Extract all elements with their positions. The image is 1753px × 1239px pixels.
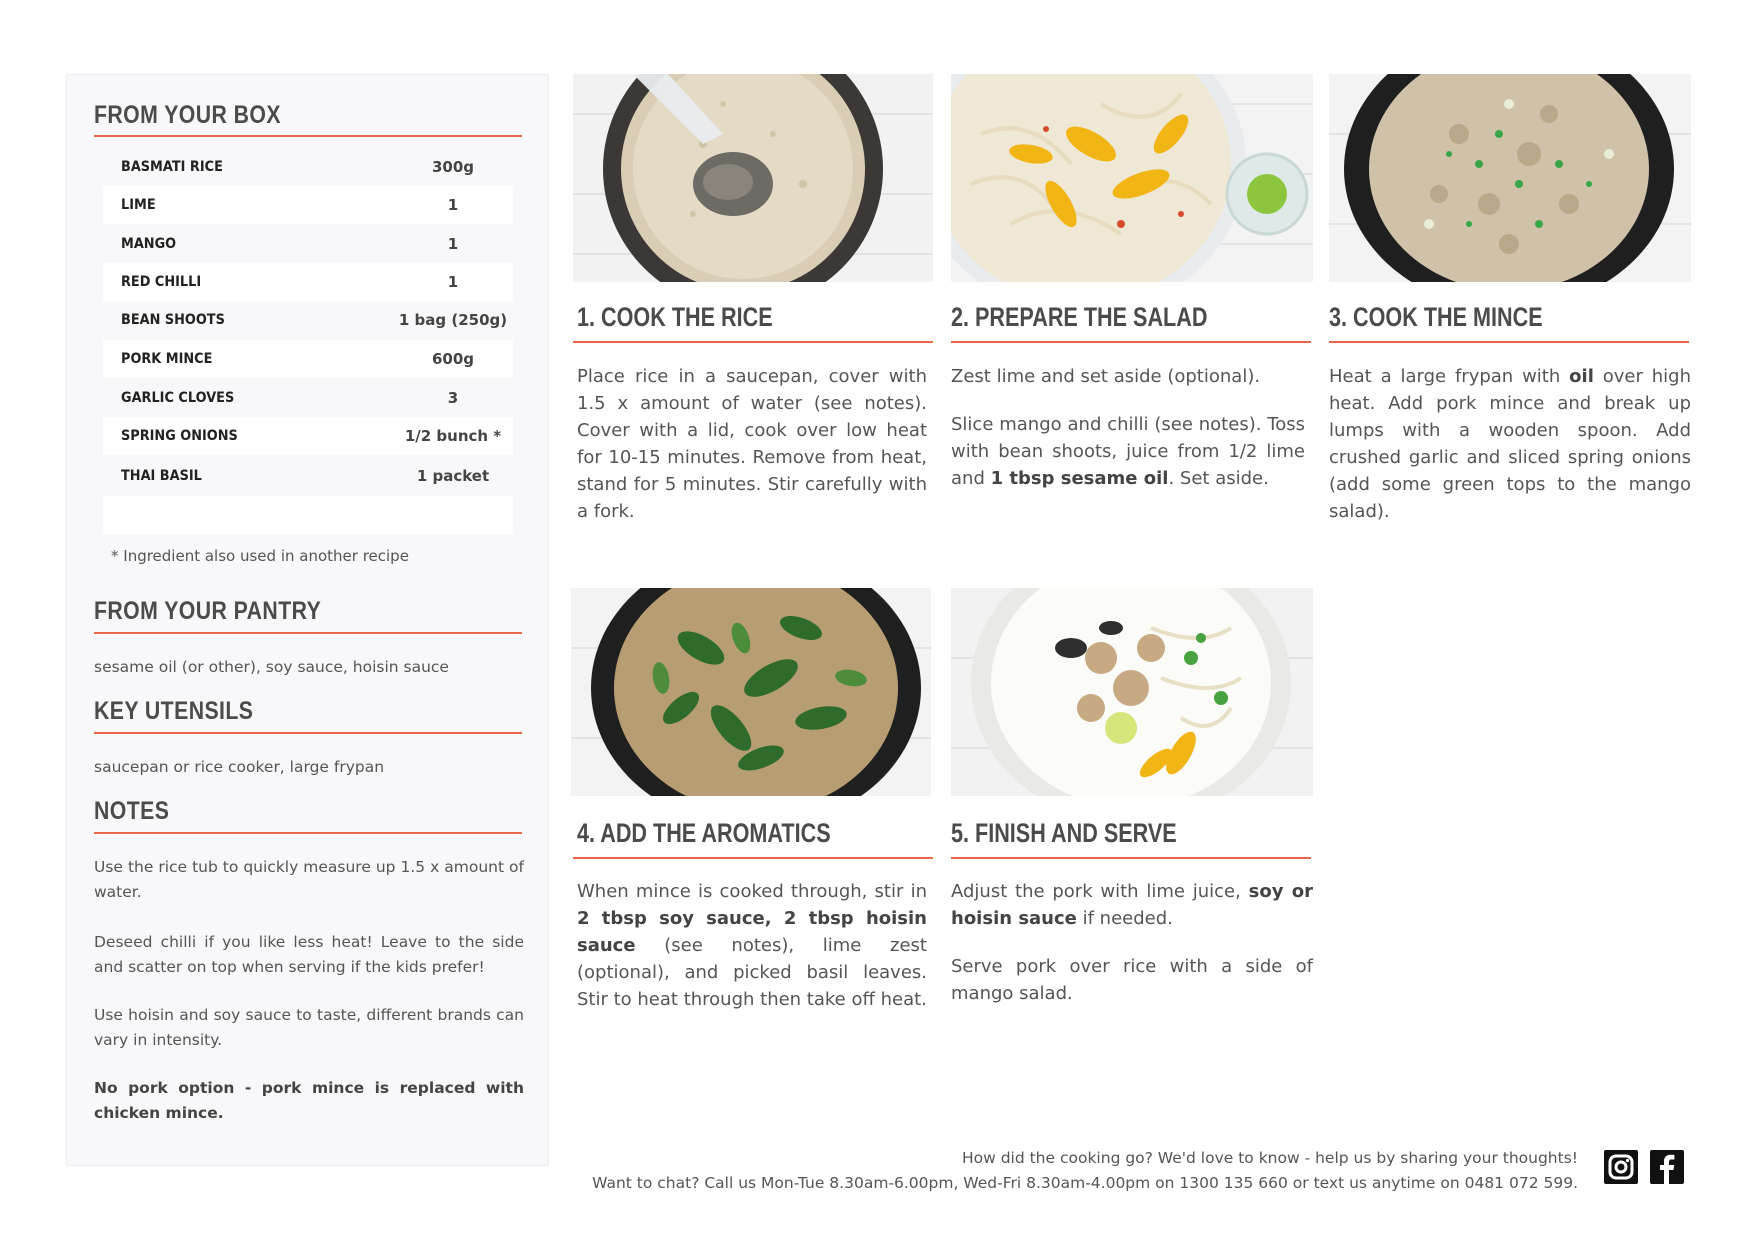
ingredient-row	[103, 148, 513, 186]
ingredient-row	[103, 263, 513, 301]
text-bold: soy or hoisin sauce	[951, 881, 1313, 929]
ingredient-name: RED CHILLI	[121, 274, 202, 290]
step-5-text	[951, 878, 1313, 1028]
ingredient-qty: 1	[447, 235, 459, 253]
ingredient-qty: 1/2 bunch *	[404, 427, 502, 445]
step-rule	[573, 341, 933, 343]
footer-contact-text: Want to chat? Call us Mon-Tue 8.30am-6.00pm, Wed-Fri 8.30am-4.00pm on 1300 135 660 or text us anytime on 0481 072 599.	[592, 1174, 1578, 1192]
step-4-paragraph	[577, 878, 927, 1013]
ingredient-row	[103, 457, 513, 495]
note-text: Deseed chilli if you like less heat! Leave to the side and scatter on top when serving if the kids prefer!	[94, 933, 524, 976]
step-2-text	[951, 363, 1305, 513]
step-3-photo	[1329, 74, 1691, 282]
step-rule	[951, 857, 1311, 859]
from-your-pantry-heading: FROM YOUR PANTRY	[94, 597, 322, 625]
text-run: Heat a large frypan with	[1329, 366, 1570, 387]
step-rule	[951, 341, 1311, 343]
text-run: (see notes), lime zest (optional), and picked basil leaves. Stir to heat through then take off heat.	[577, 935, 927, 1010]
step-2-title: 2. PREPARE THE SALAD	[951, 302, 1208, 332]
ingredient-footnote: * Ingredient also used in another recipe	[111, 547, 409, 565]
step-3-paragraph	[1329, 363, 1691, 525]
ingredient-name: BASMATI RICE	[121, 159, 223, 175]
ingredient-qty: 300g	[431, 158, 475, 176]
ingredient-name: LIME	[121, 197, 156, 213]
step-rule	[573, 857, 933, 859]
text-run: . Set aside.	[1168, 468, 1269, 489]
step-4-title: 4. ADD THE AROMATICS	[577, 818, 831, 848]
facebook-icon[interactable]	[1650, 1150, 1684, 1184]
ingredient-qty: 3	[447, 389, 459, 407]
notes-heading: NOTES	[94, 797, 170, 825]
ingredient-name: SPRING ONIONS	[121, 428, 238, 444]
note-text: Use the rice tub to quickly measure up 1.5 x amount of water.	[94, 858, 524, 901]
from-your-box-heading: FROM YOUR BOX	[94, 101, 281, 129]
text-run: if needed.	[1076, 908, 1173, 929]
note-text: Use hoisin and soy sauce to taste, different brands can vary in intensity.	[94, 1006, 524, 1049]
heading-rule	[94, 632, 522, 634]
step-1-paragraph: Place rice in a saucepan, cover with 1.5 x amount of water (see notes). Cover with a lid, cook over low heat for 10-15 minutes. Remove from heat, stand for 5 minutes. Stir carefully with a fork.	[577, 366, 927, 522]
step-1-photo	[573, 74, 933, 282]
text-run: When mince is cooked through, stir in	[577, 881, 927, 902]
step-3-title: 3. COOK THE MINCE	[1329, 302, 1543, 332]
text-bold: 1 tbsp sesame oil	[990, 468, 1169, 489]
ingredient-row	[103, 340, 513, 378]
step-3-text	[1329, 363, 1691, 546]
step-4-text	[577, 878, 927, 1034]
step-2-photo	[951, 74, 1313, 282]
text-run: Adjust the pork with lime juice,	[951, 881, 1249, 902]
text-run: Slice mango and chilli (see notes). Toss with bean shoots, juice from 1/2 lime and	[951, 414, 1305, 489]
heading-rule	[94, 732, 522, 734]
ingredient-name: MANGO	[121, 236, 177, 252]
step-2-paragraph	[951, 411, 1305, 492]
step-5-paragraph	[951, 878, 1313, 932]
ingredient-row	[103, 225, 513, 263]
ingredient-qty: 1	[447, 273, 459, 291]
ingredient-qty: 600g	[431, 350, 475, 368]
ingredient-row-empty	[103, 496, 513, 534]
ingredient-qty: 1 bag (250g)	[398, 311, 508, 329]
utensils-text: saucepan or rice cooker, large frypan	[94, 758, 385, 776]
ingredient-qty: 1	[447, 196, 459, 214]
step-5-title: 5. FINISH AND SERVE	[951, 818, 1177, 848]
ingredient-row	[103, 186, 513, 224]
ingredient-name: THAI BASIL	[121, 468, 202, 484]
key-utensils-heading: KEY UTENSILS	[94, 697, 254, 725]
step-1-title: 1. COOK THE RICE	[577, 302, 773, 332]
note-text-bold: No pork option - pork mince is replaced with chicken mince.	[94, 1079, 524, 1122]
text-bold: oil	[1569, 366, 1594, 387]
heading-rule	[94, 135, 522, 137]
step-4-photo	[571, 588, 931, 796]
step-5-paragraph: Serve pork over rice with a side of mango salad.	[951, 956, 1313, 1004]
ingredient-name: GARLIC CLOVES	[121, 390, 235, 406]
ingredient-row	[103, 301, 513, 339]
ingredient-name: BEAN SHOOTS	[121, 312, 225, 328]
ingredient-qty: 1 packet	[416, 467, 490, 485]
ingredients-sidebar	[66, 74, 549, 1166]
text-bold: 2 tbsp soy sauce, 2 tbsp hoisin sauce	[577, 908, 927, 956]
text-run: over high heat. Add pork mince and break up lumps with a wooden spoon. Add crushed garlic and sliced spring onions (add some green tops to the mango salad).	[1329, 366, 1692, 522]
step-5-photo	[951, 588, 1313, 796]
ingredient-row	[103, 379, 513, 417]
pantry-text: sesame oil (or other), soy sauce, hoisin sauce	[94, 658, 449, 676]
ingredient-row	[103, 417, 513, 455]
instagram-icon[interactable]	[1604, 1150, 1638, 1184]
footer-feedback-text: How did the cooking go? We'd love to know - help us by sharing your thoughts!	[961, 1149, 1578, 1167]
heading-rule	[94, 832, 522, 834]
step-rule	[1329, 341, 1689, 343]
step-1-text	[577, 363, 927, 546]
ingredient-name: PORK MINCE	[121, 351, 213, 367]
step-2-paragraph: Zest lime and set aside (optional).	[951, 366, 1261, 387]
